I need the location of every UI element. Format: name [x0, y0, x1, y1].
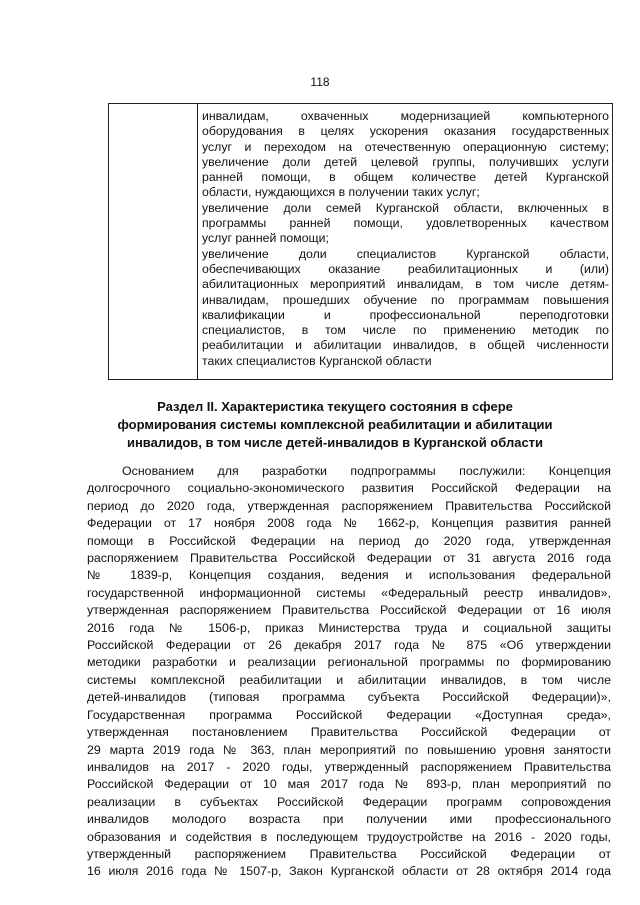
table-cell-line: реабилитации и абилитации инвалидов, в общей численности [202, 338, 609, 353]
body-line: утвержденная постановлением Правительства Российской Федерации от [87, 725, 611, 740]
page-number: 118 [310, 75, 330, 89]
section-heading-line: Раздел II. Характеристика текущего состояния в сфере [157, 399, 513, 414]
body-line: Российской Федерации от 26 декабря 2017 года № 875 «Об утверждении [87, 638, 611, 653]
table-cell-line: квалификации и профессиональной переподготовки [202, 307, 609, 322]
section-heading-line: инвалидов, в том числе детей-инвалидов в Курганской области [126, 435, 544, 450]
indicators-table [108, 103, 613, 380]
section-heading-line: формирования системы комплексной реабилитации и абилитации [117, 417, 553, 432]
body-line: инвалидов молодого возраста при получении ими профессионального [87, 812, 611, 827]
table-cell-line: таких специалистов Курганской области [202, 353, 432, 368]
body-line: Федерации от 17 ноября 2008 года № 1662-р, Концепция развития ранней [87, 516, 611, 531]
table-cell-line: оборудования в целях ускорения оказания государственных [202, 124, 609, 139]
table-right-cell [198, 104, 612, 379]
table-cell-line: программы ранней помощи, удовлетворенных качеством [202, 216, 609, 231]
body-line: распоряжением Правительства Российской Федерации от 31 августа 2016 года [87, 551, 611, 566]
body-line: период до 2020 года, утвержденная распоряжением Правительства Российской [87, 498, 611, 513]
table-cell-line: абилитационных мероприятий инвалидам, в том числе детям- [202, 277, 609, 292]
table-cell-line: увеличение доли детей целевой группы, получивших услуги [202, 154, 609, 169]
table-cell-line: ранней помощи, в общем количестве детей Курганской [202, 170, 609, 185]
body-line: Российской Федерации от 10 мая 2017 года № 893-р, план мероприятий по [87, 777, 611, 792]
body-line: Государственная программа Российской Федерации «Доступная среда», [87, 707, 611, 722]
section-heading [100, 398, 570, 452]
table-cell-line: обеспечивающих оказание реабилитационных и (или) [202, 261, 609, 276]
table-cell-line: инвалидам, охваченных модернизацией компьютерного [202, 109, 609, 123]
body-line: системы комплексной реабилитации и абилитации инвалидов, в том числе [87, 672, 611, 687]
body-line: образования и содействия в последующем трудоустройстве на 2016 - 2020 годы, [87, 829, 611, 844]
body-line: инвалидов на 2017 - 2020 годы, утвержденный распоряжением Правительства [87, 759, 611, 774]
table-cell-line: увеличение доли семей Курганской области, включенных в [202, 200, 609, 215]
body-line: методики разработки и реализации региональной программы по формированию [87, 655, 611, 670]
body-line: детей-инвалидов (типовая программа субъекта Российской Федерации)», [87, 690, 611, 705]
body-line: реализации в субъектах Российской Федерации программ сопровождения [87, 794, 611, 809]
table-cell-line: специалистов, в том числе по применению методик по [202, 323, 609, 338]
body-line: утвержденный распоряжением Правительства Российской Федерации от [87, 846, 611, 861]
body-line: Основанием для разработки подпрограммы послужили: Концепция [122, 464, 611, 478]
table-cell-line: услуг ранней помощи; [202, 231, 329, 246]
body-line: государственной информационной системы «Федеральный реестр инвалидов», [87, 585, 611, 600]
body-line: № 1839-р, Концепция создания, ведения и использования федеральной [87, 568, 611, 583]
body-line: 29 марта 2019 года № 363, план мероприятий по повышению уровня занятости [87, 742, 611, 757]
table-cell-line: услуг и переходом на отечественную операционную систему; [202, 139, 609, 154]
table-left-cell [109, 104, 198, 379]
table-cell-line: области, нуждающихся в получении таких услуг; [202, 185, 480, 200]
body-line: долгосрочного социально-экономического развития Российской Федерации на [87, 481, 611, 496]
table-cell-line: увеличение доли специалистов Курганской области, [202, 246, 609, 261]
body-line: 16 июля 2016 года № 1507-р, Закон Курганской области от 28 октября 2014 года [87, 864, 611, 879]
body-line: 2016 года № 1506-р, приказ Министерства труда и социальной защиты [87, 620, 611, 635]
body-line: помощи в Российской Федерации на период до 2020 года, утвержденная [87, 533, 611, 548]
body-paragraph [87, 463, 611, 881]
body-line: утвержденная распоряжением Правительства Российской Федерации от 16 июля [87, 603, 611, 618]
table-cell-line: инвалидам, прошедших обучение по программам повышения [202, 292, 609, 307]
